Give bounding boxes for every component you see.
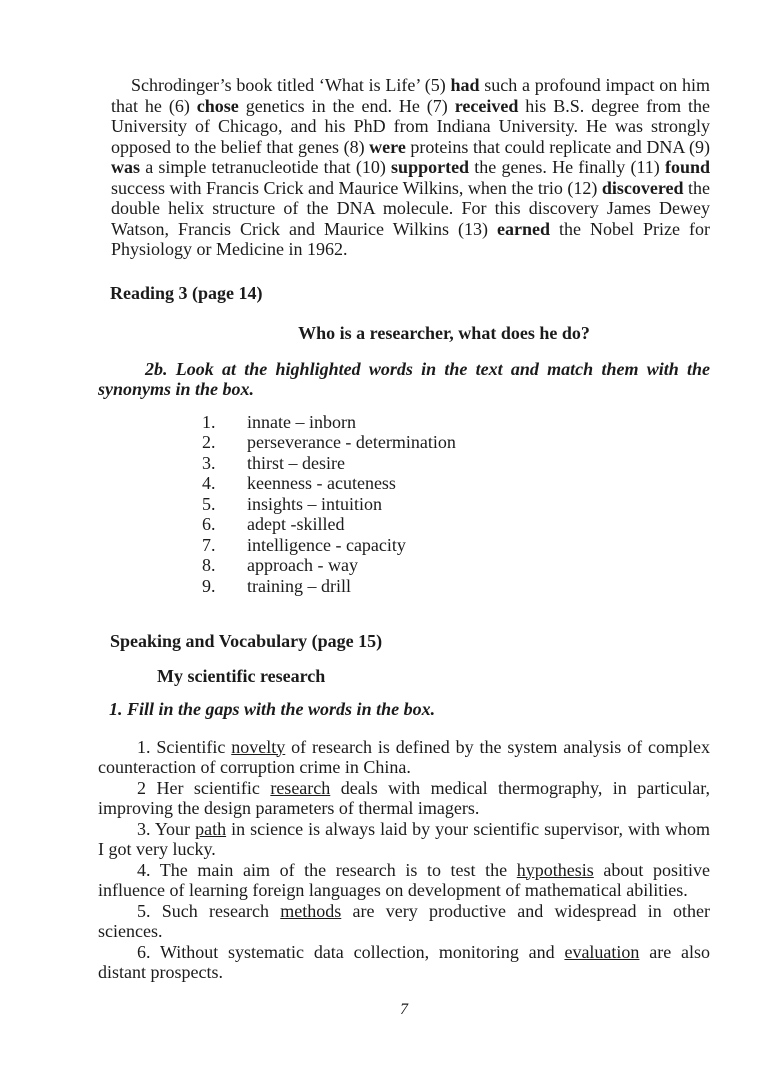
answers-paragraph: Schrodinger’s book titled ‘What is Life’ (5) had such a profound impact on him that he (6) chose genetics in the end. He (7) received his B.S. degree from the University of Chicago, and his PhD from Indiana University. He was strongly opposed to the belief that genes (8) were proteins that could replicate and DNA (9) was a simple tetranucleotide that (10) supported the genes. He finally (11) found success with Francis Crick and Maurice Wilkins, when the trio (12) discovered the double helix structure of the DNA molecule. For this discovery James Dewey Watson, Francis Crick and Maurice Wilkins (13) earned the Nobel Prize for Physiology or Medicine in 1962. <box>111 75 711 259</box>
gap-fill-sentence: 5. Such research methods are very productive and widespread in other sciences. <box>98 900 711 941</box>
gap-fill-sentence: 3. Your path in science is always laid by your scientific supervisor, with whom I got very lucky. <box>98 818 710 859</box>
gap-fill-sentence: 4. The main aim of the research is to test the hypothesis about positive influence of learning foreign languages on development of mathematical abilities. <box>98 859 710 900</box>
synonym-item <box>202 412 710 433</box>
synonym-text: intelligence - capacity <box>247 534 406 555</box>
synonym-number: 4. <box>202 473 216 493</box>
synonym-text: adept -skilled <box>247 514 345 534</box>
synonym-number: 8. <box>202 555 216 575</box>
page-number: 7 <box>400 1001 408 1018</box>
gap-fill-sentence: 2 Her scientific research deals with medical thermography, in particular, improving the design parameters of thermal imagers. <box>98 777 711 818</box>
synonym-number: 1. <box>202 411 216 432</box>
synonym-item <box>202 576 710 597</box>
synonym-text: thirst – desire <box>247 452 345 473</box>
synonym-text: approach - way <box>247 555 358 575</box>
synonym-item <box>202 473 710 494</box>
synonym-number: 7. <box>202 534 216 555</box>
speaking-instruction: 1. Fill in the gaps with the words in the box. <box>109 699 436 719</box>
synonym-item <box>202 453 710 474</box>
synonym-item <box>202 555 710 576</box>
synonym-item <box>202 535 710 556</box>
synonym-item <box>202 494 710 515</box>
synonyms-list <box>98 412 710 597</box>
synonym-number: 3. <box>202 452 216 473</box>
synonym-item <box>202 432 710 453</box>
reading-instruction: 2b. Look at the highlighted words in the text and match them with the synonyms in the box. <box>98 358 710 399</box>
gap-fill-sentence: 1. Scientific novelty of research is defined by the system analysis of complex counteraction of corruption crime in China. <box>98 736 710 777</box>
speaking-subheading: My scientific research <box>157 665 326 686</box>
gap-fill-sentences <box>98 737 710 983</box>
synonym-text: innate – inborn <box>247 411 356 432</box>
synonym-number: 2. <box>202 432 216 452</box>
synonym-item <box>202 514 710 535</box>
synonym-text: training – drill <box>247 575 351 596</box>
synonym-number: 9. <box>202 575 216 596</box>
reading-section-heading: Reading 3 (page 14) <box>110 282 263 303</box>
synonym-text: insights – intuition <box>247 493 383 514</box>
gap-fill-sentence: 6. Without systematic data collection, monitoring and evaluation are also distant prospects. <box>98 941 710 982</box>
synonym-number: 6. <box>202 514 216 534</box>
synonym-text: perseverance - determination <box>247 432 456 452</box>
speaking-section-heading: Speaking and Vocabulary (page 15) <box>110 631 383 651</box>
reading-text-title: Who is a researcher, what does he do? <box>298 323 590 343</box>
synonym-text: keenness - acuteness <box>247 473 396 493</box>
synonym-number: 5. <box>202 493 216 514</box>
